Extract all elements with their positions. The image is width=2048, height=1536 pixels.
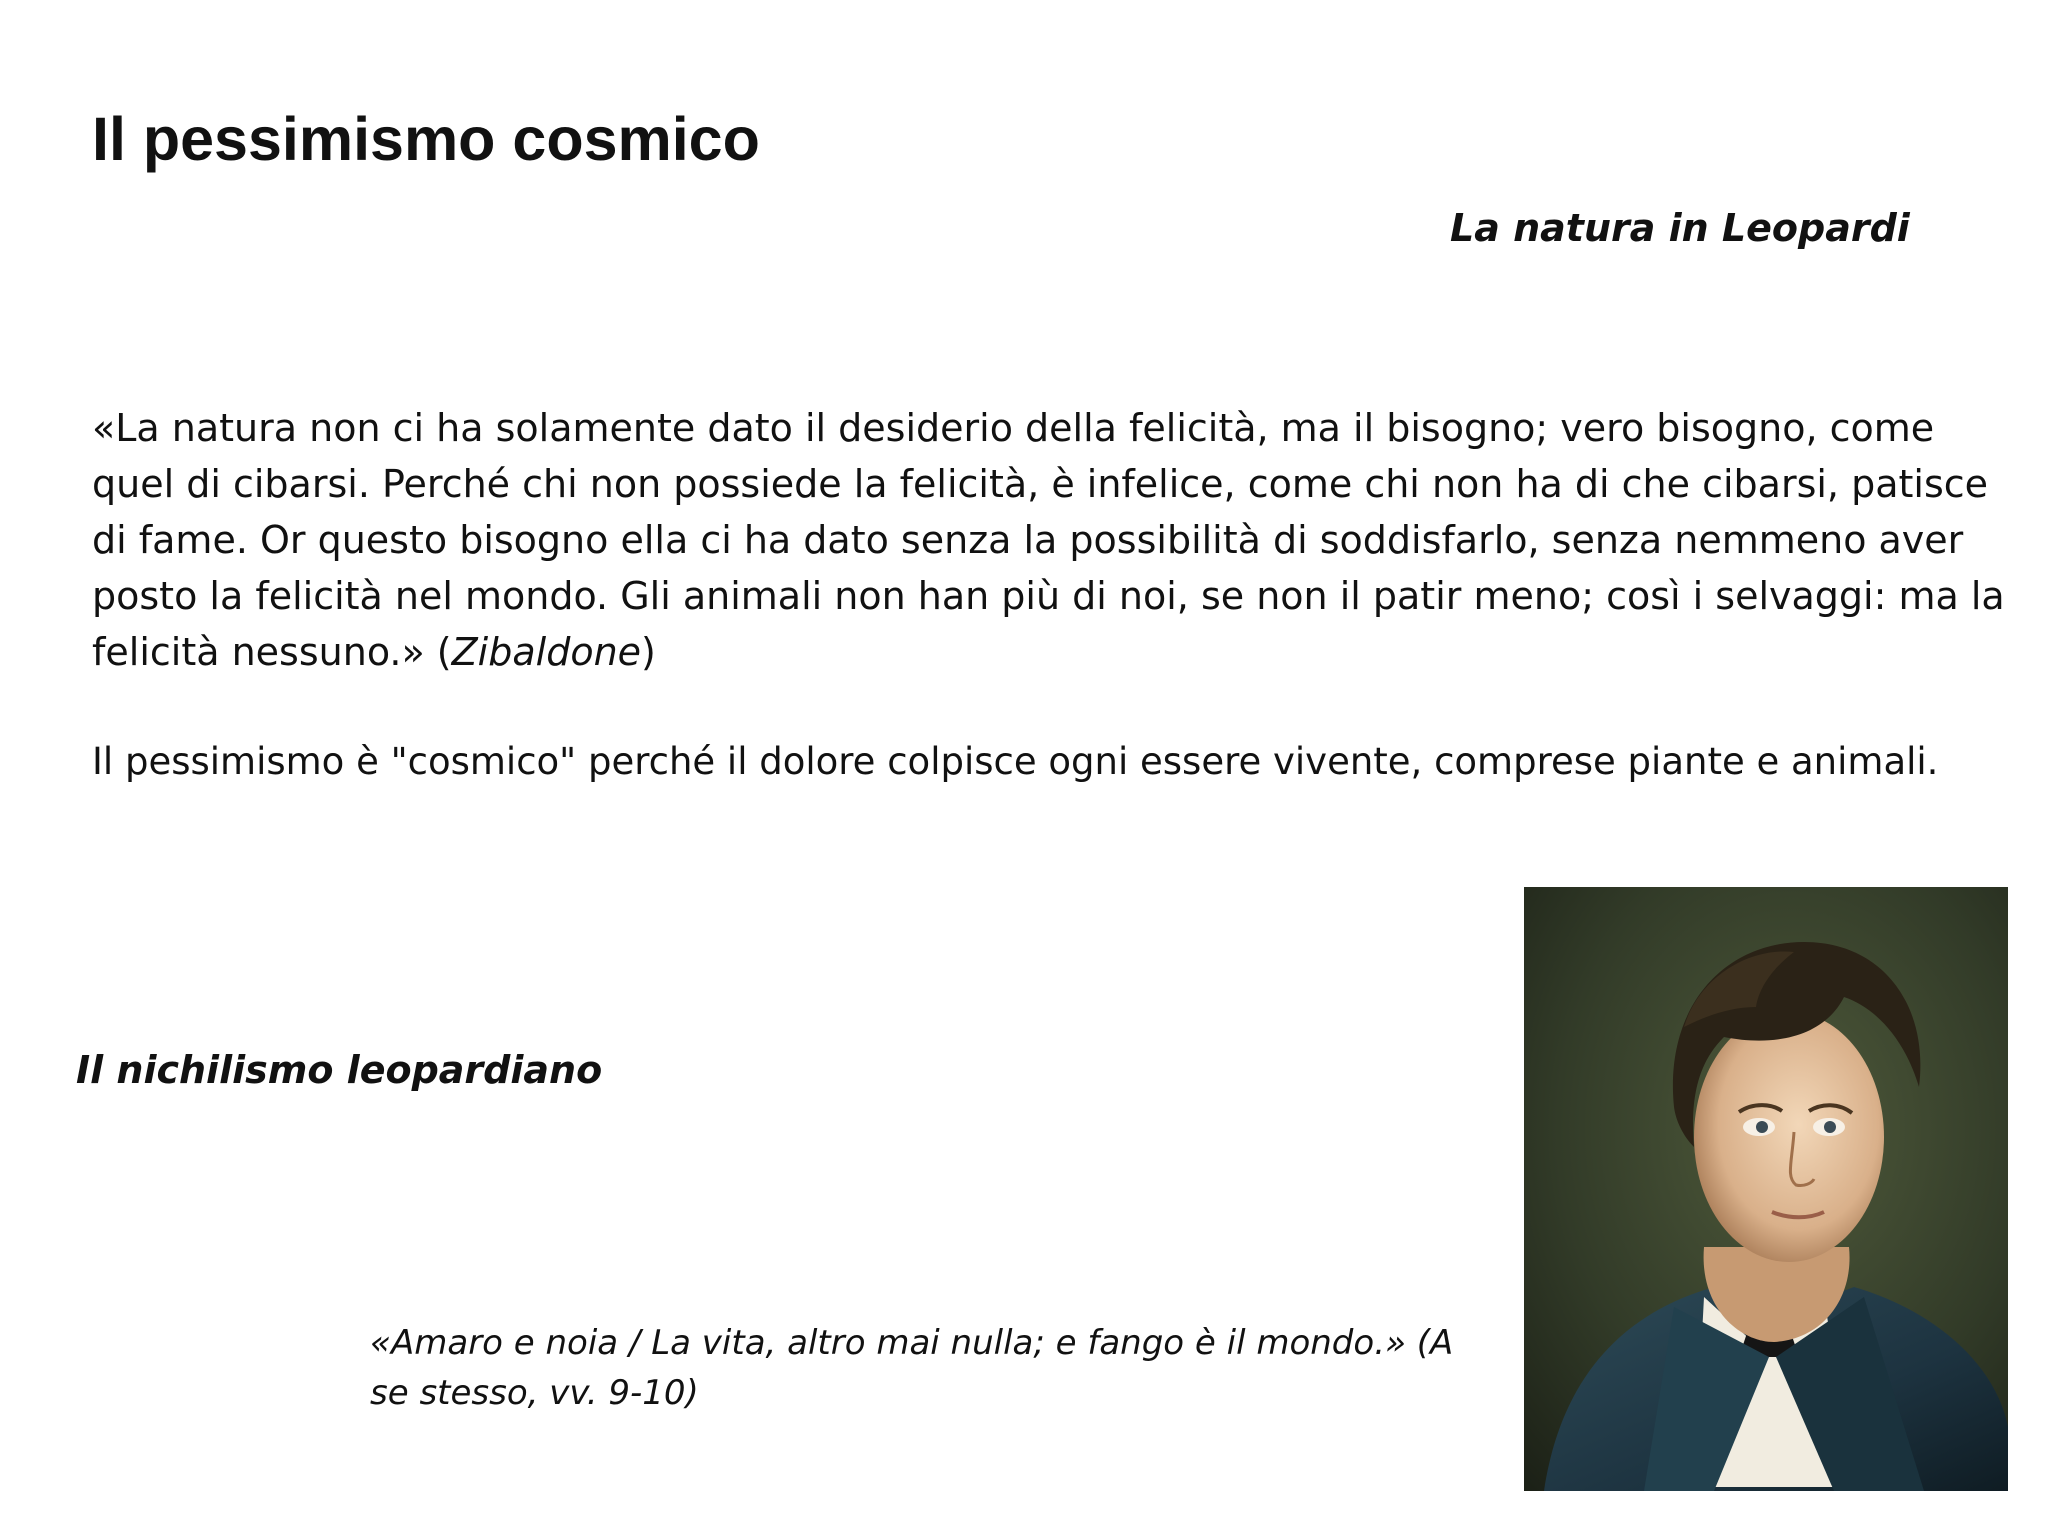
zibaldone-quote bbox=[92, 400, 2012, 680]
section-nichilismo: Il nichilismo leopardiano bbox=[76, 1048, 603, 1092]
quote-source: Zibaldone bbox=[451, 630, 642, 674]
subtitle-natura-in-leopardi: La natura in Leopardi bbox=[1450, 206, 1910, 250]
cosmic-pessimism-statement: Il pessimismo è "cosmico" perché il dolore colpisce ogni essere vivente, comprese piante e animali. bbox=[92, 740, 1939, 783]
portrait-image bbox=[1524, 887, 2008, 1491]
quote-text: «La natura non ci ha solamente dato il desiderio della felicità, ma il bisogno; vero bisogno, come quel di cibarsi. Perché chi non possiede la felicità, è infelice, come chi non ha di che cibarsi, patisce di fame. Or questo bisogno ella ci ha dato senza la possibilità di soddisfarlo, senza nemmeno aver posto la felicità nel mondo. Gli animali non han più di noi, se non il patir meno; così i selvaggi: ma la felicità nessuno.» ( bbox=[92, 406, 2005, 674]
slide-title: Il pessimismo cosmico bbox=[92, 105, 760, 173]
verse-quote: «Amaro e noia / La vita, altro mai nulla; e fango è il mondo.» (A se stesso, vv. 9-10) bbox=[370, 1323, 1454, 1413]
portrait-painting-icon bbox=[1524, 887, 2008, 1491]
quote-close: ) bbox=[641, 630, 656, 674]
